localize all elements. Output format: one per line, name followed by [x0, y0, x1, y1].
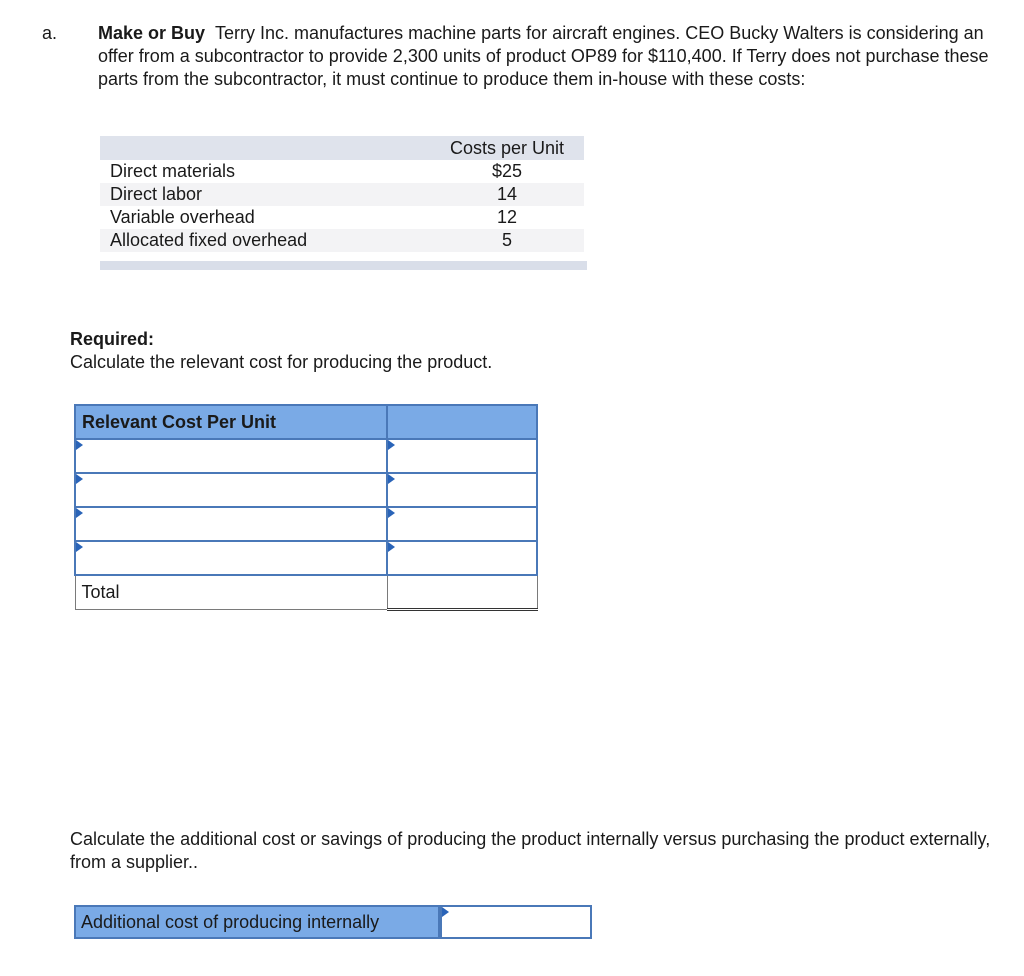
relevant-cost-value-input[interactable]: [387, 473, 537, 507]
relevant-cost-title: Relevant Cost Per Unit: [75, 405, 387, 439]
additional-cost-label: Additional cost of producing internally: [74, 905, 440, 939]
table-row: [75, 439, 537, 473]
relevant-cost-label-input[interactable]: [75, 507, 387, 541]
required-text: Calculate the relevant cost for producing the product.: [70, 352, 493, 372]
problem-statement: [42, 22, 1000, 91]
problem-text: Terry Inc. manufactures machine parts for aircraft engines. CEO Bucky Walters is considering an offer from a subcontractor to provide 2,300 units of product OP89 for $110,400. If Terry does not purchase these parts from the subcontractor, it must continue to produce them in-house with these costs:: [98, 23, 989, 89]
cost-row: [100, 183, 584, 206]
relevant-cost-header-row: [75, 405, 537, 439]
input-marker-icon: [442, 907, 449, 917]
input-marker-icon: [388, 508, 395, 518]
input-marker-icon: [388, 440, 395, 450]
additional-cost-row: [74, 905, 592, 939]
input-marker-icon: [76, 474, 83, 484]
required-section: [70, 328, 492, 374]
cost-table-header-fill: [100, 136, 430, 160]
cost-row: [100, 206, 584, 229]
relevant-cost-value-input[interactable]: [387, 507, 537, 541]
relevant-cost-label-input[interactable]: [75, 439, 387, 473]
cost-row-value: 5: [501, 230, 512, 250]
relevant-cost-header-blank: [387, 405, 537, 439]
cost-row-value: 14: [496, 184, 518, 204]
input-marker-icon: [76, 508, 83, 518]
cost-row-value: $25: [491, 161, 523, 181]
relevant-cost-label-input[interactable]: [75, 473, 387, 507]
cost-row: [100, 160, 584, 183]
cost-row-name: Direct labor: [110, 184, 203, 204]
total-value: [387, 575, 537, 610]
input-marker-icon: [76, 440, 83, 450]
input-marker-icon: [76, 542, 83, 552]
cost-table-footer-bar: [100, 261, 587, 270]
problem-heading: Make or Buy: [98, 23, 206, 43]
problem-label: a.: [42, 23, 58, 43]
input-marker-icon: [388, 542, 395, 552]
cost-row-name: Variable overhead: [110, 207, 255, 227]
additional-cost-input[interactable]: [440, 905, 592, 939]
cost-row-name: Direct materials: [110, 161, 236, 181]
table-row: [75, 541, 537, 575]
total-row: [75, 575, 537, 610]
required-title: Required:: [70, 329, 155, 349]
cost-row-value: 12: [496, 207, 518, 227]
cost-column-header: Costs per Unit: [430, 136, 584, 160]
cost-table: [100, 136, 584, 252]
total-label: Total: [75, 575, 387, 610]
relevant-cost-value-input[interactable]: [387, 439, 537, 473]
cost-row-name: Allocated fixed overhead: [110, 230, 308, 250]
cost-row: [100, 229, 584, 252]
question-2-text: Calculate the additional cost or savings of producing the product internally versus purchasing the product externally, from a supplier..: [70, 829, 991, 872]
relevant-cost-label-input[interactable]: [75, 541, 387, 575]
table-row: [75, 473, 537, 507]
relevant-cost-value-input[interactable]: [387, 541, 537, 575]
input-marker-icon: [388, 474, 395, 484]
relevant-cost-table: [74, 404, 538, 611]
table-row: [75, 507, 537, 541]
